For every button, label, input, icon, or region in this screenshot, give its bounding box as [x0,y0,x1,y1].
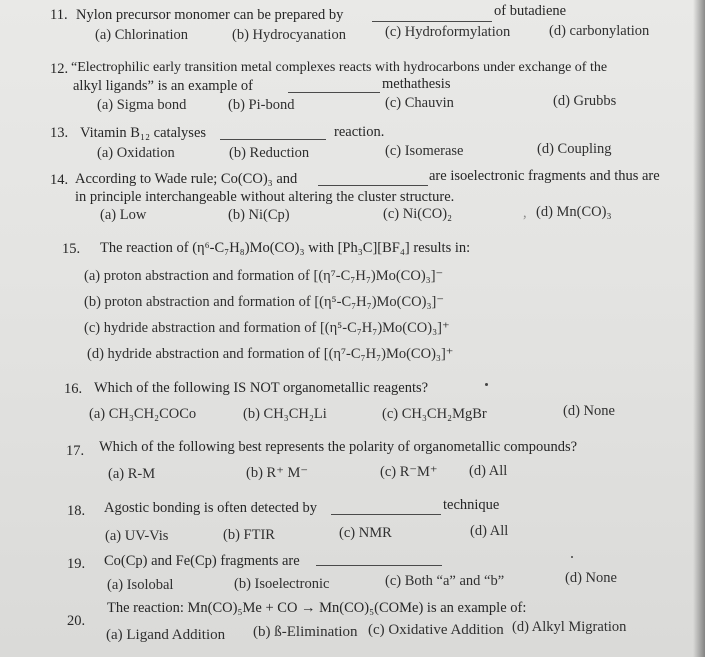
q19-blank [316,565,442,566]
q13-option-a: (a) Oxidation [97,145,175,161]
q14-stem-line1: According to Wade rule; Co(CO)₃ and [75,171,298,187]
q12-stem-line1: “Electrophilic early transition metal complexes reacts with hydrocarbons under exchange of the [71,60,608,75]
q19-option-d: (d) None [565,570,617,586]
q11-stem: Nylon precursor monomer can be prepared by [76,7,344,23]
q16-option-b: (b) CH₃CH₂Li [243,406,327,422]
q16-option-c: (c) CH₃CH₂MgBr [382,406,487,422]
q17-option-b: (b) R⁺ M⁻ [246,465,309,481]
q12-option-a: (a) Sigma bond [97,97,187,113]
q11-option-b: (b) Hydrocyanation [232,27,346,43]
q18-option-b: (b) FTIR [223,527,275,543]
q15-option-d: (d) hydride abstraction and formation of [(η⁷-C₇H₇)Mo(CO)₃]⁺ [87,346,454,362]
q12-option-d: (d) Grubbs [553,93,617,109]
q19-option-c: (c) Both “a” and “b” [385,573,505,589]
q13-stem-end: reaction. [334,124,385,140]
q18-option-a: (a) UV-Vis [105,528,169,544]
q20-stem: The reaction: Mn(CO)₅Me + CO → Mn(CO)₅(COMe) is an example of: [107,600,527,616]
q13-option-c: (c) Isomerase [385,143,464,159]
q14-option-b: (b) Ni(Cp) [228,207,290,223]
q14-option-c: (c) Ni(CO)₂ [383,206,453,222]
q16-option-a: (a) CH₃CH₂COCo [89,406,197,422]
q13-blank [220,139,326,140]
q12-option-b: (b) Pi-bond [228,97,295,113]
q19-option-b: (b) Isoelectronic [234,576,330,592]
q15-number: 15. [62,241,81,257]
q18-stem: Agostic bonding is often detected by [104,500,318,516]
q16-stem: Which of the following IS NOT organometallic reagents? [94,380,429,396]
q14-option-d: (d) Mn(CO)₃ [536,204,612,220]
q15-option-c: (c) hydride abstraction and formation of [(η⁵-C₇H₇)Mo(CO)₃]⁺ [84,320,450,336]
q12-number: 12. [50,61,69,77]
stray-dot-2 [571,556,573,558]
q14-stem-line1-end: are isoelectronic fragments and thus are [429,168,660,184]
q16-number: 16. [64,381,83,397]
q19-stem: Co(Cp) and Fe(Cp) fragments are [104,553,300,569]
q16-option-d: (d) None [563,403,615,419]
q15-option-a: (a) proton abstraction and formation of [(η⁷-C₇H₇)Mo(CO)₃]⁻ [84,268,444,284]
q18-option-c: (c) NMR [339,525,392,541]
q11-stem-end: of butadiene [494,3,567,19]
q12-blank [288,92,380,93]
q11-number: 11. [50,7,68,23]
q20-number: 20. [67,613,86,629]
q12-stem-end: methathesis [382,76,451,92]
q17-option-c: (c) R⁻M⁺ [380,464,438,480]
q20-option-a: (a) Ligand Addition [106,627,226,643]
q19-option-a: (a) Isolobal [107,577,174,593]
q14-number: 14. [50,172,69,188]
stray-dot [485,383,488,386]
q20-option-c: (c) Oxidative Addition [368,622,504,638]
q11-option-a: (a) Chlorination [95,27,189,43]
q17-option-a: (a) R-M [108,466,156,482]
q15-stem: The reaction of (η⁶-C₇H₈)Mo(CO)₃ with [Ph₃C][BF₄] results in: [100,240,471,256]
q12-stem-line2: alkyl ligands” is an example of [73,78,253,94]
q20-option-d: (d) Alkyl Migration [512,619,627,635]
q11-blank [372,21,492,22]
q17-number: 17. [66,443,85,459]
q13-number: 13. [50,125,69,141]
q15-option-b: (b) proton abstraction and formation of [(η⁵-C₇H₇)Mo(CO)₃]⁻ [84,294,445,310]
margin-mark: , [523,205,527,221]
q17-stem: Which of the following best represents the polarity of organometallic compounds? [99,439,578,455]
q14-option-a: (a) Low [100,207,147,223]
q11-option-c: (c) Hydroformylation [385,24,511,40]
q12-option-c: (c) Chauvin [385,95,454,111]
q17-option-d: (d) All [469,463,508,479]
q19-number: 19. [67,556,86,572]
q18-option-d: (d) All [470,523,509,539]
q11-option-d: (d) carbonylation [549,23,650,39]
q18-stem-end: technique [443,497,500,513]
q20-option-b: (b) ß-Elimination [253,624,358,640]
q18-number: 18. [67,503,86,519]
q13-option-d: (d) Coupling [537,141,612,157]
q18-blank [331,514,441,515]
q14-stem-line2: in principle interchangeable without altering the cluster structure. [75,189,455,205]
q13-stem: Vitamin B₁₂ catalyses [80,125,207,141]
q14-blank [318,185,428,186]
q13-option-b: (b) Reduction [229,145,310,161]
